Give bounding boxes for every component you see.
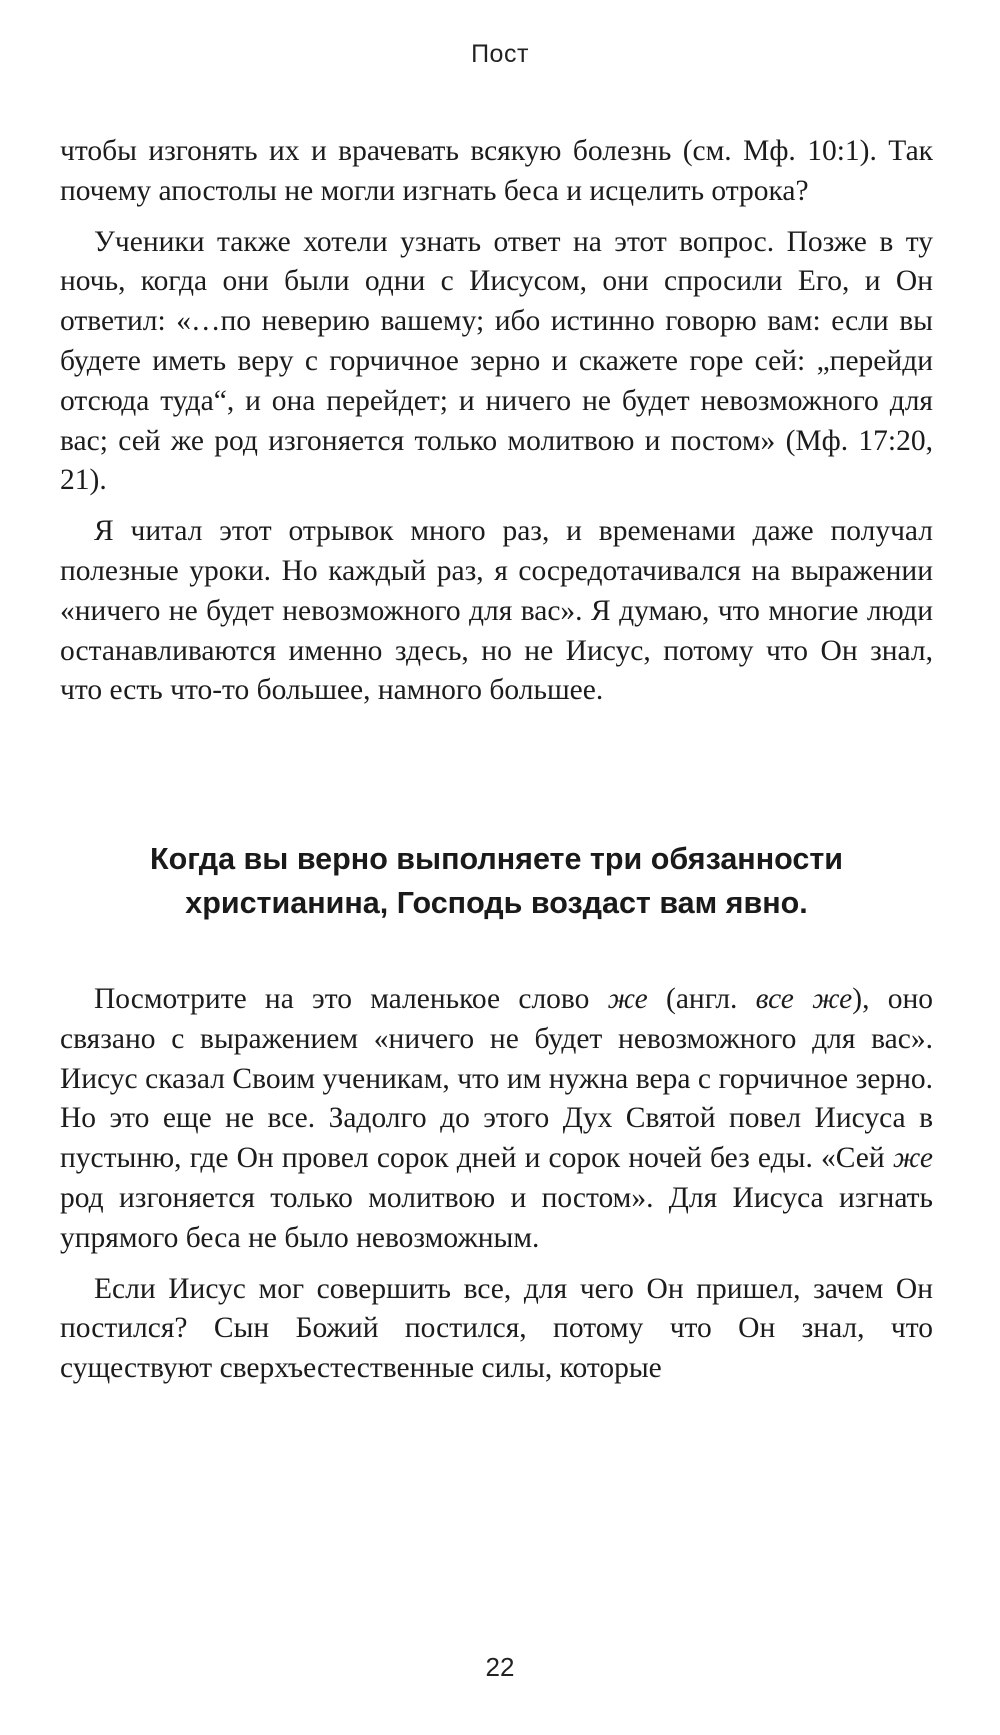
italic-word: же bbox=[892, 1142, 933, 1175]
paragraph-disciples-question: Ученики также хотели узнать ответ на этот вопрос. Позже в ту ночь, когда они были одни с Иисусом, они спросили Его, и Он ответил: «…по неверию вашему; ибо истинно говорю вам: если вы будете иметь веру с горчичное зерно и скажете горе сей: „перейди отсюда туда“, и она перейдет; и ничего не будет невозможного для вас; сей же род изгоняется только молитвою и постом» (Мф. 17:20, 21). bbox=[60, 225, 933, 497]
pull-quote-line-1: Когда вы верно выполняете три обязанности bbox=[149, 842, 844, 876]
lower-text-block bbox=[60, 980, 933, 1389]
text-run: ), оно связано с выражением «ничего не будет невозможного для вас». Иисус сказал Своим ученикам, что им нужна вера с горчичное зерно. Но это еще не все. Задолго до этого Дух Святой повел Иисуса в пустыню, где Он провел сорок дней и сорок ночей без еды. «Сей bbox=[60, 983, 934, 1175]
page-number: 22 bbox=[485, 1652, 515, 1682]
paragraph-why-fasted: Если Иисус мог совершить все, для чего Он пришел, зачем Он постился? Сын Божий постился, потому что Он знал, что существуют сверхъестественные силы, которые bbox=[60, 1272, 933, 1385]
upper-text-block bbox=[60, 132, 933, 711]
italic-word: же bbox=[607, 983, 648, 1015]
paragraph-continued: чтобы изгонять их и врачевать всякую болезнь (см. Мф. 10:1). Так почему апостолы не могли изгнать беса и исцелить отрока? bbox=[60, 135, 933, 207]
paragraph-word-zhe bbox=[60, 980, 933, 1259]
paragraph-author-reading: Я читал этот отрывок много раз, и временами даже получал полезные уроки. Но каждый раз, я сосредотачивался на выражении «ничего не будет невозможного для вас». Я думаю, что многие люди останавливаются именно здесь, но не Иисус, потому что Он знал, что есть что-то большее, намного большее. bbox=[60, 515, 933, 707]
pull-quote-line-2: христианина, Господь воздаст вам явно. bbox=[185, 886, 808, 920]
text-run: род изгоняется только молитвою и постом». Для Иисуса изгнать упрямого беса не было невозможным. bbox=[60, 1181, 933, 1254]
italic-phrase: все же bbox=[755, 983, 853, 1015]
text-run: Посмотрите на это маленькое слово bbox=[94, 983, 608, 1015]
running-head: Пост bbox=[471, 40, 529, 68]
pull-quote bbox=[60, 837, 933, 925]
text-run: (англ. bbox=[647, 983, 756, 1015]
